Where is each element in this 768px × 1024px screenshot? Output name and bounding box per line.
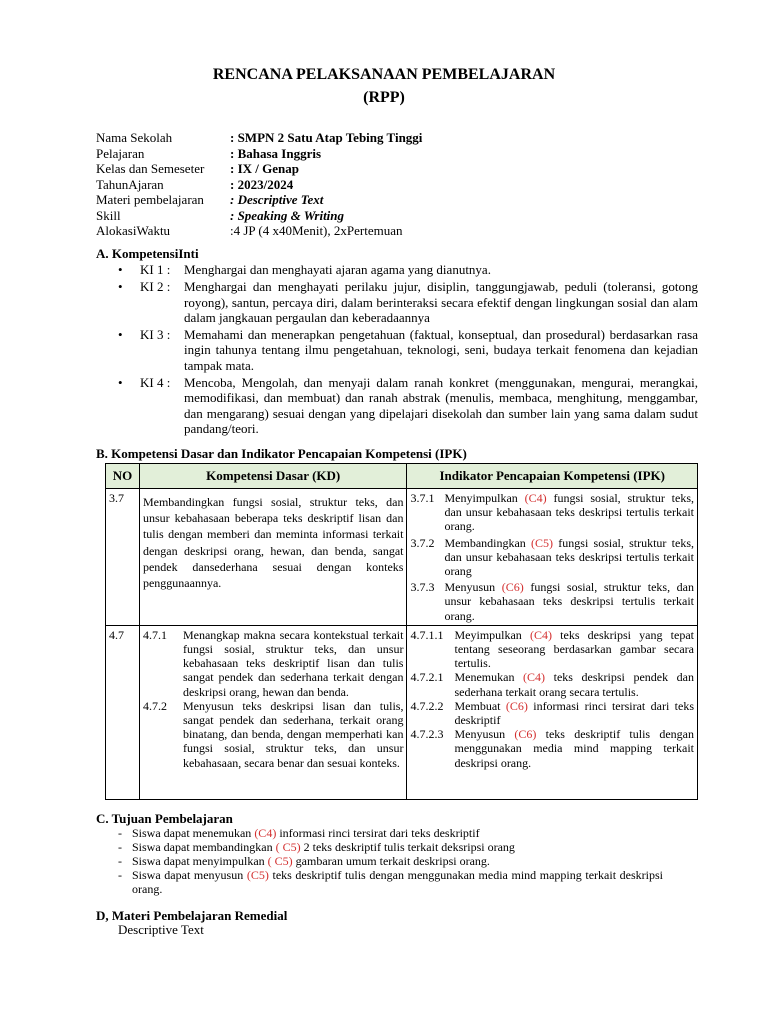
list-item xyxy=(118,375,698,436)
info-value: :4 JP (4 x40Menit), 2xPertemuan xyxy=(230,223,403,238)
cognitive-level-tag: (C4) xyxy=(523,670,546,685)
header-kd: Kompetensi Dasar (KD) xyxy=(139,464,407,489)
ki-text: Mencoba, Mengolah, dan menyaji dalam ranah konkret (menggunakan, mengurai, merangkai, memodifikasi, dan membuat) dan ranah abstrak (menulis, membaca, menghitung, menggambar, dan mengarang) sesuai dengan yang dipelajari disekolah dan sumber lain yang sama dalam sudut pandang/teori. xyxy=(184,375,698,436)
ipk-number: 3.7.1 xyxy=(410,491,435,505)
list-item: - Siswa dapat menyimpulkan ( C5) gambaran umum terkait deskripsi orang. xyxy=(118,854,490,868)
ki-text: Memahami dan menerapkan pengetahuan (faktual, konseptual, dan prosedural) berdasarkan rasa ingin tahunya tentang ilmu pengetahuan, teknologi, seni, budaya terkait fenomena dan kejadian tampak mata. xyxy=(184,327,698,373)
objective-text: informasi rinci tersirat dari teks deskriptif xyxy=(276,826,480,840)
identity-block xyxy=(96,130,422,239)
table-row xyxy=(106,625,698,799)
ipk-number: 4.7.2.1 xyxy=(410,670,444,685)
info-label: Materi pembelajaran xyxy=(96,192,204,207)
info-value: : IX / Genap xyxy=(230,161,299,176)
info-value: : Descriptive Text xyxy=(230,192,324,207)
objective-text: teks deskriptif tulis dengan menggunakan media mind mapping terkait deskripsi orang. xyxy=(132,868,663,896)
ipk-item xyxy=(410,628,694,671)
ipk-item xyxy=(410,536,694,579)
ipk-number: 3.7.3 xyxy=(410,580,435,595)
cognitive-level-tag: (C4) xyxy=(524,491,547,505)
cognitive-level-tag: ( C5) xyxy=(267,854,293,868)
ipk-text: teks deskripsi yang tepat tentang seseorang berdasarkan gambar secara tertulis. xyxy=(454,627,694,671)
objective-text: gambaran umum terkait deskripsi orang. xyxy=(292,854,490,868)
ipk-number: 3.7.2 xyxy=(410,535,435,550)
info-label: Skill xyxy=(96,207,121,223)
list-item: - Siswa dapat menyusun (C5) teks deskriptif tulis dengan menggunakan media mind mapping terkait deskripsi orang. xyxy=(118,868,663,896)
ki-list xyxy=(118,262,698,438)
kd-ipk-table xyxy=(105,463,698,800)
section-d-heading: D, Materi Pembelajaran Remedial xyxy=(96,908,288,923)
ipk-text: Menyusun xyxy=(444,580,502,595)
list-item xyxy=(118,262,698,277)
bullet: • xyxy=(118,262,123,277)
table-row xyxy=(106,489,698,626)
ipk-text: Meyimpulkan xyxy=(454,627,530,642)
ipk-item xyxy=(410,580,694,623)
ipk-text: Menyimpulkan xyxy=(444,491,525,505)
bullet: • xyxy=(118,327,123,343)
ki-text: Menghargai dan menghayati ajaran agama yang dianutnya. xyxy=(184,262,491,277)
info-row xyxy=(96,192,422,208)
info-value: : Bahasa Inggris xyxy=(230,145,322,161)
section-a-heading: A. KompetensiInti xyxy=(96,246,199,261)
section-d-text: Descriptive Text xyxy=(118,922,204,937)
ipk-number: 4.7.2.3 xyxy=(410,727,444,742)
row-no: 3.7 xyxy=(106,489,140,626)
cognitive-level-tag: (C6) xyxy=(514,727,537,742)
ki-text: Menghargai dan menghayati perilaku jujur, disiplin, tanggungjawab, peduli (toleransi, gotong royong), santun, percaya diri, dalam berinteraksi secara efektif dengan lingkungan sosial dan alam dalam jangkauan pergaulan dan keberadaannya xyxy=(184,279,698,325)
ipk-cell xyxy=(407,489,698,626)
info-value: : Speaking & Writing xyxy=(230,207,345,223)
info-row xyxy=(96,208,422,224)
section-b-heading: B. Kompetensi Dasar dan Indikator Pencapaian Kompetensi (IPK) xyxy=(96,446,467,461)
info-label: Nama Sekolah xyxy=(96,130,173,145)
info-label: TahunAjaran xyxy=(96,176,164,192)
kd-number: 4.7.1 xyxy=(142,627,167,642)
kd-text: Menangkap makna secara kontekstual terkait fungsi sosial, struktur teks, dan unsur kebahasaan teks deskriptif lisan dan tulis sangat pendek dan sederhana terkait dengan deskripsi orang, hewan dan benda. xyxy=(182,627,404,699)
ipk-text: fungsi sosial, struktur teks, dan unsur kebahasaan teks deskripsi tertulis terkait orang. xyxy=(444,491,695,534)
cognitive-level-tag: (C6) xyxy=(505,698,528,713)
header-ipk: Indikator Pencapaian Kompetensi (IPK) xyxy=(407,464,698,489)
info-label: Pelajaran xyxy=(96,145,145,161)
document-title: RENCANA PELAKSANAAN PEMBELAJARAN xyxy=(212,66,556,83)
ipk-text: Membandingkan xyxy=(444,535,532,550)
info-label: AlokasiWaktu xyxy=(96,223,171,238)
cognitive-level-tag: (C6) xyxy=(501,580,524,595)
bullet: • xyxy=(118,375,123,391)
ki-code: KI 2 : xyxy=(140,279,171,295)
kd-number: 4.7.2 xyxy=(142,698,167,713)
info-row xyxy=(96,161,422,177)
kd-text: Menyusun teks deskripsi lisan dan tulis, sangat pendek dan sederhana, terkait orang binatang, dan benda, dengan memperhati kan fungsi sosial, struktur teks, dan unsur kebahasaan, secara benar dan sesuai konteks. xyxy=(182,698,404,770)
objective-text: Siswa dapat membandingkan xyxy=(132,840,276,854)
bullet: • xyxy=(118,279,123,295)
ipk-text: fungsi sosial, struktur teks, dan unsur kebahasaan teks deskripsi tertulis terkait orang xyxy=(444,535,694,579)
document-subtitle: (RPP) xyxy=(363,89,405,106)
info-row xyxy=(96,223,422,239)
table-header-row xyxy=(106,464,698,489)
ipk-text: Membuat xyxy=(454,698,506,713)
cognitive-level-tag: ( C5) xyxy=(275,840,301,854)
row-no: 4.7 xyxy=(106,625,140,799)
ipk-text: teks deskriptif tulis dengan menggunakan media mind mapping terkait deskripsi orang. xyxy=(454,727,694,770)
cognitive-level-tag: (C5) xyxy=(531,535,554,550)
section-c-heading: C. Tujuan Pembelajaran xyxy=(96,811,233,826)
header-no: NO xyxy=(106,464,140,489)
cognitive-level-tag: (C4) xyxy=(254,826,277,840)
list-item: - Siswa dapat membandingkan ( C5) 2 teks deskriptif tulis terkait deksripsi orang xyxy=(118,840,515,854)
ipk-text: fungsi sosial, struktur teks, dan unsur kebahasaan teks deskripsi tertulis terkait orang. xyxy=(444,580,694,623)
info-value: : SMPN 2 Satu Atap Tebing Tinggi xyxy=(230,130,423,145)
kd-item xyxy=(143,699,404,770)
ki-code: KI 1 : xyxy=(140,262,171,277)
info-label: Kelas dan Semeseter xyxy=(96,161,205,176)
ipk-text: Menyusun xyxy=(454,727,515,742)
ipk-item xyxy=(410,727,694,770)
ki-code: KI 3 : xyxy=(140,327,171,343)
ipk-number: 4.7.1.1 xyxy=(410,627,444,642)
objectives-list xyxy=(118,826,663,896)
ki-code: KI 4 : xyxy=(140,375,171,391)
info-row xyxy=(96,130,422,146)
ipk-number: 4.7.2.2 xyxy=(410,698,444,713)
objective-text: Siswa dapat menemukan xyxy=(132,826,255,840)
cognitive-level-tag: (C4) xyxy=(529,627,552,642)
list-item xyxy=(118,279,698,325)
kd-item xyxy=(143,628,404,699)
ipk-text: informasi rinci tersirat dari teks deskriptif xyxy=(454,698,694,728)
info-row xyxy=(96,146,422,162)
ipk-item xyxy=(410,699,694,727)
ipk-text: teks deskripsi pendek dan sederhana terkait orang secara tertulis. xyxy=(454,670,694,699)
kd-cell xyxy=(139,625,407,799)
objective-text: 2 teks deskriptif tulis terkait deksripsi orang xyxy=(300,840,515,854)
ipk-item xyxy=(410,491,694,534)
list-item xyxy=(118,327,698,373)
ipk-cell xyxy=(407,625,698,799)
objective-text: Siswa dapat menyusun xyxy=(132,868,247,882)
list-item: - Siswa dapat menemukan (C4) informasi rinci tersirat dari teks deskriptif xyxy=(118,826,480,840)
info-row xyxy=(96,177,422,193)
cognitive-level-tag: (C5) xyxy=(246,868,269,882)
info-value: : 2023/2024 xyxy=(230,176,294,192)
ipk-item xyxy=(410,670,694,698)
ipk-text: Menemukan xyxy=(454,670,524,685)
objective-text: Siswa dapat menyimpulkan xyxy=(132,854,268,868)
kd-text: Membandingkan fungsi sosial, struktur teks, dan unsur kebahasaan beberapa teks deskriptif lisan dan tulis dengan memberi dan meminta informasi terkait dengan deskripsi orang, hewan, dan benda, sangat pendek dansederhana sesuai dengan konteks penggunaannya. xyxy=(139,489,407,626)
